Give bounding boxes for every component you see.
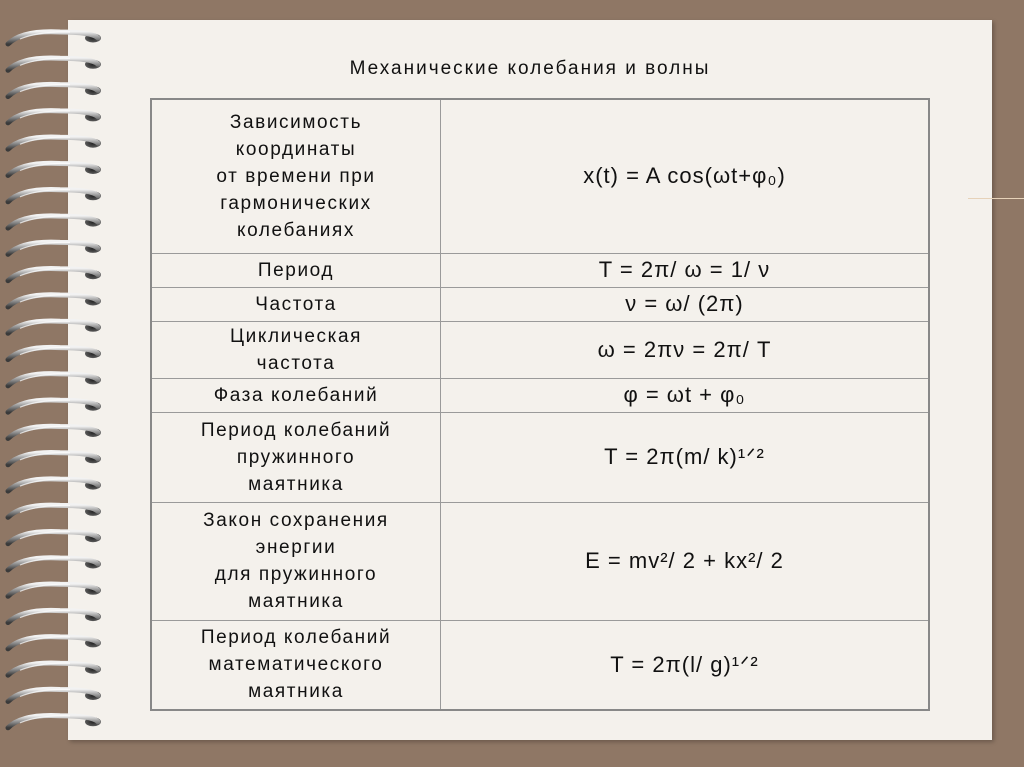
spiral-ring <box>8 295 101 307</box>
spiral-ring <box>8 137 101 149</box>
spiral-ring <box>8 479 101 491</box>
spiral-ring <box>8 111 101 123</box>
page-title: Механические колебания и волны <box>349 58 711 79</box>
table-row <box>151 99 929 253</box>
row-formula: E = mv²/ 2 + kx²/ 2 <box>441 502 930 620</box>
table-row <box>151 412 929 502</box>
spiral-ring <box>8 610 101 622</box>
spiral-ring <box>8 689 101 701</box>
row-label: Закон сохранения энергии для пружинного маятника <box>151 502 441 620</box>
spiral-binding-icon <box>0 18 115 738</box>
spiral-ring <box>8 163 101 175</box>
spiral-ring <box>8 716 101 728</box>
spiral-ring <box>8 426 101 438</box>
table-row <box>151 321 929 378</box>
spiral-ring <box>8 84 101 96</box>
table-row <box>151 502 929 620</box>
table-row <box>151 253 929 287</box>
spiral-ring <box>8 637 101 649</box>
row-formula: ν = ω/ (2π) <box>441 287 930 321</box>
spiral-ring <box>8 321 101 333</box>
spiral-ring <box>8 347 101 359</box>
row-label: Фаза колебаний <box>151 378 441 412</box>
row-label: Период колебаний математического маятника <box>151 620 441 710</box>
spiral-ring <box>8 453 101 465</box>
row-label: Циклическая частота <box>151 321 441 378</box>
spiral-ring <box>8 531 101 543</box>
row-label: Частота <box>151 287 441 321</box>
row-label: Период колебаний пружинного маятника <box>151 412 441 502</box>
spiral-ring <box>8 584 101 596</box>
spiral-ring <box>8 58 101 70</box>
row-formula: T = 2π(m/ k)¹ᐟ² <box>441 412 930 502</box>
row-label: Зависимость координаты от времени при гармонических колебаниях <box>151 99 441 253</box>
spiral-ring <box>8 374 101 386</box>
spiral-ring <box>8 32 101 44</box>
decorative-line <box>968 198 1024 199</box>
spiral-ring <box>8 400 101 412</box>
spiral-ring <box>8 505 101 517</box>
row-label: Период <box>151 253 441 287</box>
row-formula: x(t) = A cos(ωt+φ₀) <box>441 99 930 253</box>
spiral-ring <box>8 190 101 202</box>
formula-table <box>150 98 930 711</box>
spiral-ring <box>8 663 101 675</box>
row-formula: φ = ωt + φ₀ <box>441 378 930 412</box>
spiral-ring <box>8 268 101 280</box>
table-row <box>151 378 929 412</box>
row-formula: ω = 2πν = 2π/ T <box>441 321 930 378</box>
row-formula: T = 2π/ ω = 1/ ν <box>441 253 930 287</box>
notebook-page <box>68 20 992 740</box>
table-row <box>151 620 929 710</box>
spiral-ring <box>8 558 101 570</box>
table-row <box>151 287 929 321</box>
spiral-ring <box>8 242 101 254</box>
spiral-ring <box>8 216 101 228</box>
row-formula: T = 2π(l/ g)¹ᐟ² <box>441 620 930 710</box>
